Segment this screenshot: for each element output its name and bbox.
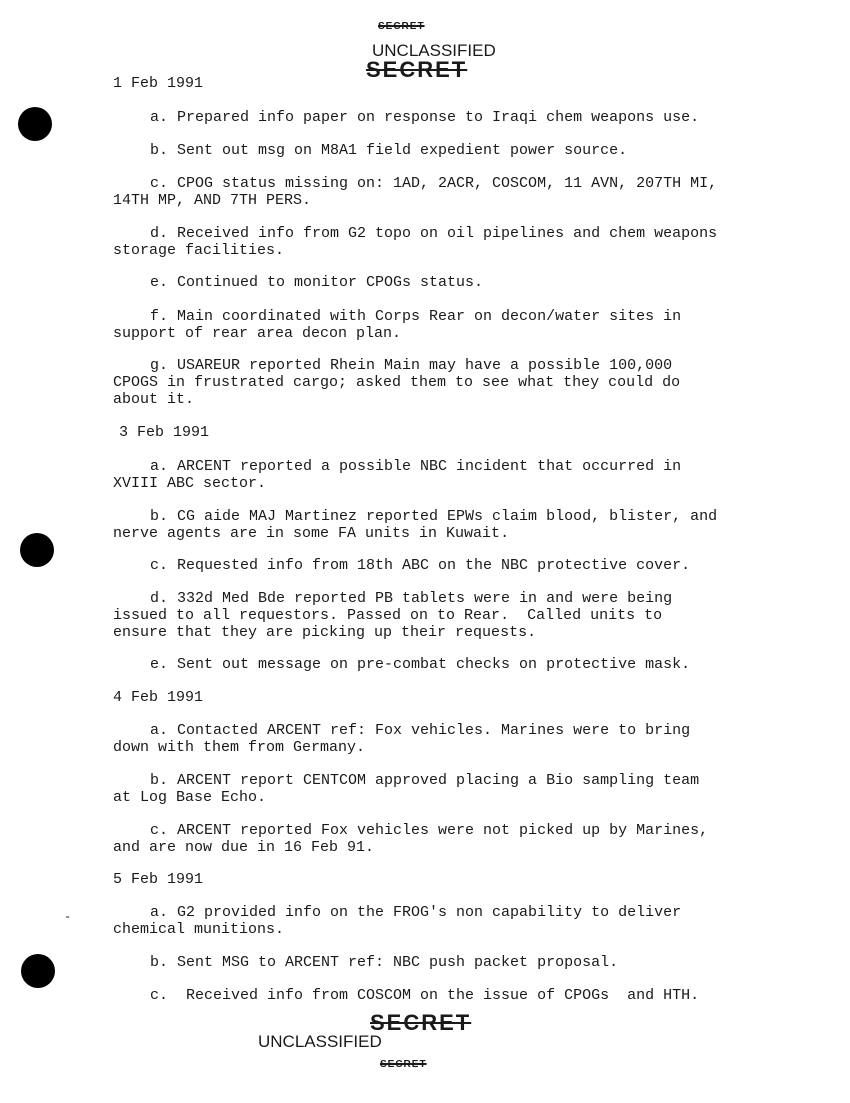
entry-line: c. Requested info from 18th ABC on the NBC protective cover. (150, 557, 691, 574)
entry-line: issued to all requestors. Passed on to Rear. Called units to (113, 607, 663, 624)
entry-line: e. Sent out message on pre-combat checks on protective mask. (150, 656, 691, 673)
unclassified-marking-bottom: UNCLASSIFIED (258, 1032, 382, 1051)
entry-line: b. Sent MSG to ARCENT ref: NBC push packet proposal. (150, 954, 619, 971)
entry-line: g. USAREUR reported Rhein Main may have a possible 100,000 (150, 357, 673, 374)
entry-line: b. ARCENT report CENTCOM approved placing a Bio sampling team (150, 772, 700, 789)
stray-mark: - (64, 910, 72, 924)
entry-line: CPOGS in frustrated cargo; asked them to see what they could do (113, 374, 681, 391)
punch-hole (18, 107, 52, 141)
punch-hole (20, 533, 54, 567)
entry-line: a. ARCENT reported a possible NBC incident that occurred in (150, 458, 682, 475)
entry-line: a. G2 provided info on the FROG's non capability to deliver (150, 904, 682, 921)
entry-line: nerve agents are in some FA units in Kuwait. (113, 525, 510, 542)
entry-line: ensure that they are picking up their requests. (113, 624, 537, 641)
entry-date: 1 Feb 1991 (113, 75, 204, 92)
punch-hole (21, 954, 55, 988)
entry-line: d. 332d Med Bde reported PB tablets were in and were being (150, 590, 673, 607)
entry-line: a. Prepared info paper on response to Iraqi chem weapons use. (150, 109, 700, 126)
entry-date: 5 Feb 1991 (113, 871, 204, 888)
secret-marking-top: SECRET (366, 57, 468, 82)
entry-line: f. Main coordinated with Corps Rear on decon/water sites in (150, 308, 682, 325)
entry-line: down with them from Germany. (113, 739, 366, 756)
entry-line: a. Contacted ARCENT ref: Fox vehicles. Marines were to bring (150, 722, 691, 739)
entry-line: d. Received info from G2 topo on oil pipelines and chem weapons (150, 225, 718, 242)
entry-line: about it. (113, 391, 195, 408)
entry-date: 3 Feb 1991 (119, 424, 210, 441)
secret-marking-bottom: SECRET (370, 1010, 472, 1035)
entry-line: b. CG aide MAJ Martinez reported EPWs claim blood, blister, and (150, 508, 718, 525)
entry-line: XVIII ABC sector. (113, 475, 267, 492)
entry-line: c. Received info from COSCOM on the issue of CPOGs and HTH. (150, 987, 700, 1004)
entry-line: support of rear area decon plan. (113, 325, 402, 342)
entry-line: at Log Base Echo. (113, 789, 267, 806)
entry-line: storage facilities. (113, 242, 285, 259)
entry-date: 4 Feb 1991 (113, 689, 204, 706)
entry-line: and are now due in 16 Feb 91. (113, 839, 375, 856)
entry-line: 14TH MP, AND 7TH PERS. (113, 192, 312, 209)
entry-line: e. Continued to monitor CPOGs status. (150, 274, 484, 291)
entry-line: b. Sent out msg on M8A1 field expedient power source. (150, 142, 628, 159)
unclassified-marking-top: UNCLASSIFIED (372, 41, 496, 60)
struck-secret-marking-top: SECRET (378, 21, 425, 32)
struck-secret-marking-bottom: SECRET (380, 1059, 427, 1070)
entry-line: chemical munitions. (113, 921, 285, 938)
entry-line: c. ARCENT reported Fox vehicles were not picked up by Marines, (150, 822, 709, 839)
entry-line: c. CPOG status missing on: 1AD, 2ACR, COSCOM, 11 AVN, 207TH MI, (150, 175, 718, 192)
